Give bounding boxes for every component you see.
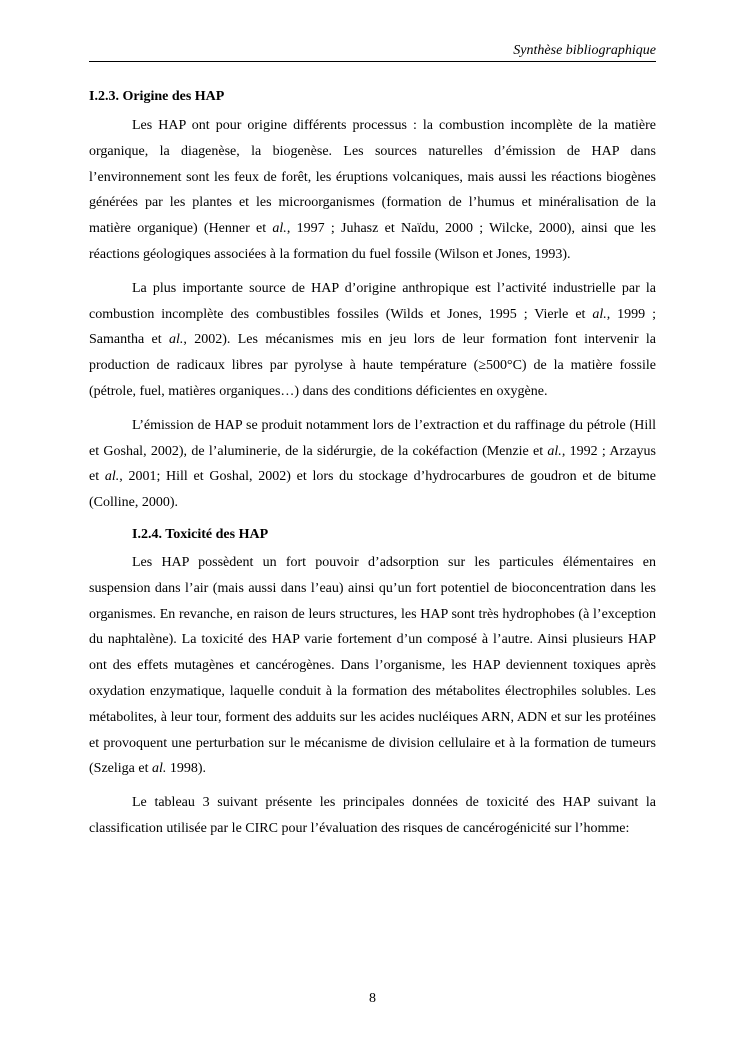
running-header <box>89 42 656 62</box>
paragraph-origine-anthropique: La plus importante source de HAP d’origine anthropique est l’activité industrielle par la combustion incomplète des combustibles fossiles (Wilds et Jones, 1995 ; Vierle et al., 1999 ; Samantha et al., 2002). Les mécanismes mis en jeu lors de leur formation font intervenir la production de radicaux libres par pyrolyse à haute température (≥500°C) de la matière fossile (pétrole, fuel, matières organiques…) dans des conditions déficientes en oxygène. <box>89 280 657 399</box>
page-number: 8 <box>369 991 376 1006</box>
paragraph-tableau-3: Le tableau 3 suivant présente les principales données de toxicité des HAP suivant la classification utilisée par le CIRC pour l’évaluation des risques de cancérogénicité sur l’homme: <box>89 795 656 836</box>
header-title: Synthèse bibliographique <box>513 43 656 58</box>
section-heading-origine: I.2.3. Origine des HAP <box>89 89 225 104</box>
paragraph-toxicite: Les HAP possèdent un fort pouvoir d’adsorption sur les particules élémentaires en suspension dans l’air (mais aussi dans l’eau) ainsi qu’un fort potentiel de bioconcentration dans les organismes. En revanche, en raison de leurs structures, les HAP sont très hydrophobes (à l’exception du naphtalène). La toxicité des HAP varie fortement d’un composé à l’autre. Ainsi plusieurs HAP ont des effets mutagènes et cancérogènes. Dans l’organisme, les HAP deviennent toxiques après oxydation enzymatique, laquelle conduit à la formation des métabolites électrophiles solubles. Les métabolites, à leur tour, forment des adduits sur les acides nucléiques ARN, ADN et sur les protéines et provoquent une perturbation sur le mécanisme de division cellulaire et à la formation de tumeurs (Szeliga et al. 1998). <box>89 554 656 777</box>
paragraph-emission-hap: L’émission de HAP se produit notamment lors de l’extraction et du raffinage du pétrole (Hill et Goshal, 2002), de l’aluminerie, de la sidérurgie, de la cokéfaction (Menzie et al., 1992 ; Arzayus et al., 2001; Hill et Goshal, 2002) et lors du stockage d’hydrocarbures de goudron et de bitume (Colline, 2000). <box>89 417 656 511</box>
page-body <box>89 86 656 850</box>
paragraph-origine-sources-naturelles: Les HAP ont pour origine différents processus : la combustion incomplète de la matière organique, la diagenèse, la biogenèse. Les sources naturelles d’émission de HAP dans l’environnement sont les feux de forêt, les éruptions volcaniques, mais aussi les réactions biogènes générées par les plantes et les microorganismes (formation de l’humus et minéralisation de la matière organique) (Henner et al., 1997 ; Juhasz et Naïdu, 2000 ; Wilcke, 2000), ainsi que les réactions géologiques associées à la formation du fuel fossile (Wilson et Jones, 1993). <box>89 118 656 262</box>
section-heading-toxicite: I.2.4. Toxicité des HAP <box>132 526 269 542</box>
